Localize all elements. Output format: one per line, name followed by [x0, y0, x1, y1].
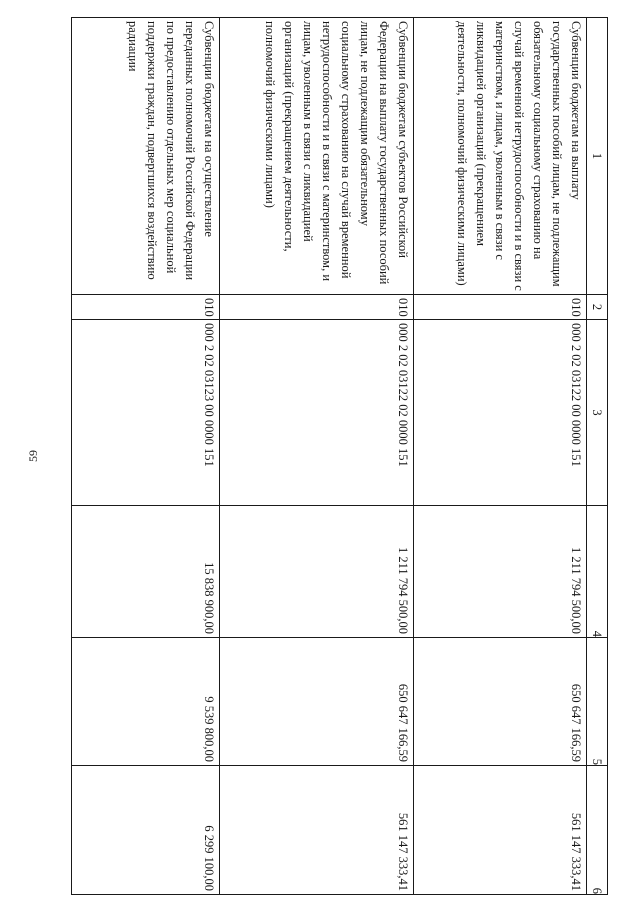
row-remaining-amount: 561 147 333,41 [413, 766, 586, 895]
column-header-4: 4 [587, 506, 608, 638]
row-kbk: 000 2 02 03122 00 0000 151 [413, 320, 586, 506]
column-header-1: 1 [587, 18, 608, 295]
row-executed-amount: 9 539 800,00 [72, 638, 220, 766]
column-header-5: 5 [587, 638, 608, 766]
row-code: 010 [72, 295, 220, 320]
row-plan-amount: 1 211 794 500,00 [413, 506, 586, 638]
table-header-row [587, 18, 608, 895]
row-remaining-amount: 561 147 333,41 [220, 766, 413, 895]
row-plan-amount: 1 211 794 500,00 [220, 506, 413, 638]
row-kbk: 000 2 02 03122 02 0000 151 [220, 320, 413, 506]
column-header-2: 2 [587, 295, 608, 320]
row-name: Субвенции бюджетам на выплату государственных пособий лицам, не подлежащим обязательному социальному страхованию на случай временной нетрудоспособности и в связи с материнством, и лицам, уволенным в связи с ликвидацией организаций (прекращением деятельности, полномочий физическими лицами) [413, 18, 586, 295]
row-executed-amount: 650 647 166,59 [413, 638, 586, 766]
row-kbk: 000 2 02 03123 00 0000 151 [72, 320, 220, 506]
table-row [220, 18, 413, 895]
row-code: 010 [413, 295, 586, 320]
row-remaining-amount: 6 299 100,00 [72, 766, 220, 895]
row-plan-amount: 15 838 900,00 [72, 506, 220, 638]
budget-table-sheet [71, 17, 608, 894]
row-executed-amount: 650 647 166,59 [220, 638, 413, 766]
row-name: Субвенции бюджетам на осуществление переданных полномочий Российской Федерации по предоставлению отдельных мер социальной поддержки граждан, подвергшихся воздействию радиации [72, 18, 220, 295]
table-row [72, 18, 220, 895]
column-header-6: 6 [587, 766, 608, 895]
column-header-3: 3 [587, 320, 608, 506]
row-name: Субвенции бюджетам субъектов Российской Федерации на выплату государственных пособий лицам, не подлежащим обязательному социальному страхованию на случай временной нетрудоспособности и в связи с материнством, и лицам, уволенным в связи с ликвидацией организаций (прекращением деятельности, полномочий физическими лицами) [220, 18, 413, 295]
page-number: 59 [26, 450, 40, 462]
table-row [413, 18, 586, 895]
row-code: 010 [220, 295, 413, 320]
budget-table [71, 17, 608, 895]
